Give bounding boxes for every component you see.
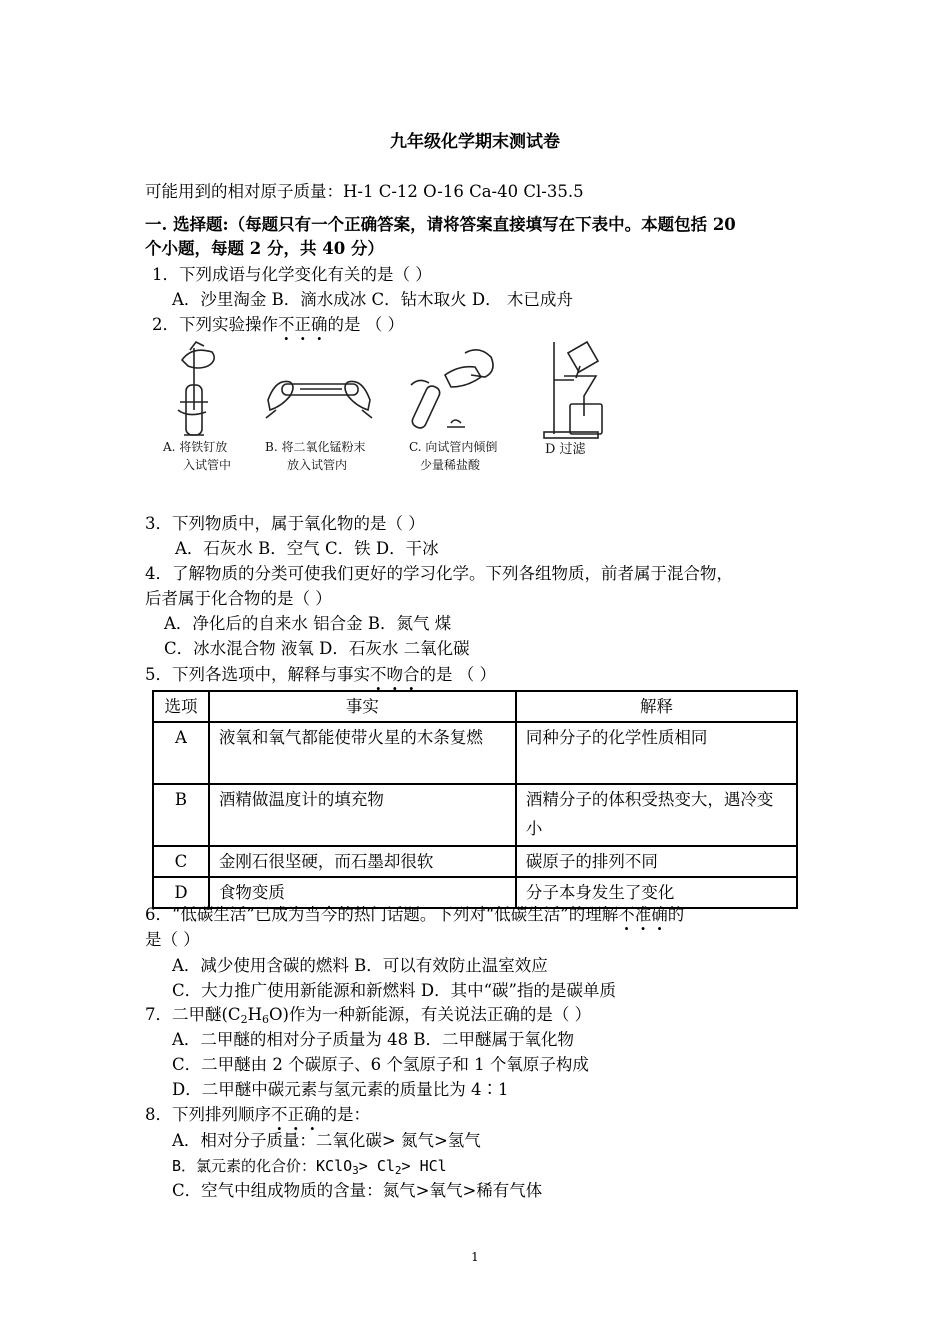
question-6-stem-line2: 是（ ） [145, 930, 200, 949]
figure-d-filtration [540, 336, 620, 441]
table-row [153, 784, 797, 846]
question-8-stem: 8．下列排列顺序不正确的是： [145, 1105, 370, 1124]
figure-a-caption-2: 入试管中 [183, 458, 232, 472]
question-4-options-2: C．冰水混合物 液氧 D．石灰水 二氧化碳 [164, 639, 470, 658]
table-row [153, 846, 797, 877]
question-6-options-1: A．减少使用含碳的燃料 B．可以有效防止温室效应 [172, 956, 548, 975]
table-cell-explanation: 同种分子的化学性质相同 [516, 722, 797, 784]
question-5-stem: 5．下列各选项中，解释与事实不吻合的是 （ ） [145, 665, 496, 684]
table-cell-option: D [153, 877, 209, 908]
question-1-stem: 1．下列成语与化学变化有关的是（ ） [152, 265, 432, 284]
question-3-stem: 3．下列物质中，属于氧化物的是（ ） [145, 514, 425, 533]
table-cell-fact: 液氧和氧气都能使带火星的木条复燃 [209, 722, 516, 784]
table-cell-option: C [153, 846, 209, 877]
figure-c-caption-2: 少量稀盐酸 [420, 458, 481, 472]
table-cell-fact: 酒精做温度计的填充物 [209, 784, 516, 846]
question-4-options-1: A．净化后的自来水 铝合金 B．氮气 煤 [164, 614, 452, 633]
question-7-options-3: D．二甲醚中碳元素与氢元素的质量比为 4∶1 [172, 1080, 509, 1099]
question-6-stem-line1: 6．“低碳生活”已成为当今的热门话题。下列对“低碳生活”的理解不准确的 [145, 905, 685, 924]
question-3-options: A．石灰水 B．空气 C．铁 D．干冰 [175, 539, 439, 558]
table-row [153, 722, 797, 784]
figure-b-caption-1: B. 将二氧化锰粉末 [265, 440, 366, 454]
question-7-options-1: A．二甲醚的相对分子质量为 48 B．二甲醚属于氧化物 [172, 1030, 575, 1049]
figure-c-pour-acid [405, 345, 505, 440]
figure-a-iron-nail [160, 340, 250, 440]
section1-heading-line1: 一. 选择题:（每题只有一个正确答案，请将答案直接填写在下表中。本题包括 20 [145, 215, 736, 234]
figure-d-caption: D 过滤 [545, 442, 586, 457]
page-number: 1 [471, 1250, 479, 1264]
table-header-row [153, 691, 797, 722]
figure-b-caption-2: 放入试管内 [287, 458, 348, 472]
table-header-option: 选项 [153, 691, 209, 722]
figure-c-caption-1: C. 向试管内倾倒 [409, 440, 498, 454]
table-cell-option: A [153, 722, 209, 784]
question-8-option-b: B．氯元素的化合价：KClO$_3$> $Cl_2>$ HCl [172, 1157, 447, 1177]
section1-heading-line2: 个小题，每题 2 分，共 40 分） [145, 239, 384, 258]
atomic-masses: 可能用到的相对原子质量：H-1 C-12 O-16 Ca-40 Cl-35.5 [145, 182, 584, 201]
table-cell-explanation: 酒精分子的体积受热变大，遇冷变小 [516, 784, 797, 846]
table-cell-fact: 金刚石很坚硬，而石墨却很软 [209, 846, 516, 877]
figure-a-caption-1: A. 将铁钉放 [163, 440, 228, 454]
question-4-stem-line1: 4．了解物质的分类可使我们更好的学习化学。下列各组物质，前者属于混合物， [145, 564, 733, 583]
table-header-explanation: 解释 [516, 691, 797, 722]
question-6-options-2: C．大力推广使用新能源和新燃料 D．其中“碳”指的是碳单质 [172, 981, 616, 1000]
question-8-option-c: C．空气中组成物质的含量：氮气>氧气>稀有气体 [172, 1181, 543, 1200]
table-cell-explanation: 碳原子的排列不同 [516, 846, 797, 877]
page-title: 九年级化学期末测试卷 [390, 132, 560, 152]
question-4-stem-line2: 后者属于化合物的是（ ） [145, 589, 332, 608]
question-7-stem: 7．二甲醚$(C_2H_6O)$作为一种新能源，有关说法正确的是（ ） [145, 1005, 592, 1026]
question-8-option-a: A．相对分子质量：二氧化碳> 氮气>氢气 [172, 1131, 481, 1150]
question-1-options: A．沙里淘金 B．滴水成冰 C．钻木取火 D． 木已成舟 [172, 290, 573, 309]
question-2-stem: 2．下列实验操作不正确的是 （ ） [152, 315, 404, 334]
table-cell-fact: 食物变质 [209, 877, 516, 908]
question-7-options-2: C．二甲醚由 2 个碳原子、6 个氢原子和 1 个氧原子构成 [172, 1055, 589, 1074]
table-header-fact: 事实 [209, 691, 516, 722]
table-cell-explanation: 分子本身发生了变化 [516, 877, 797, 908]
table-cell-option: B [153, 784, 209, 846]
figure-b-manganese-dioxide [262, 360, 377, 430]
question-5-table [152, 690, 798, 909]
